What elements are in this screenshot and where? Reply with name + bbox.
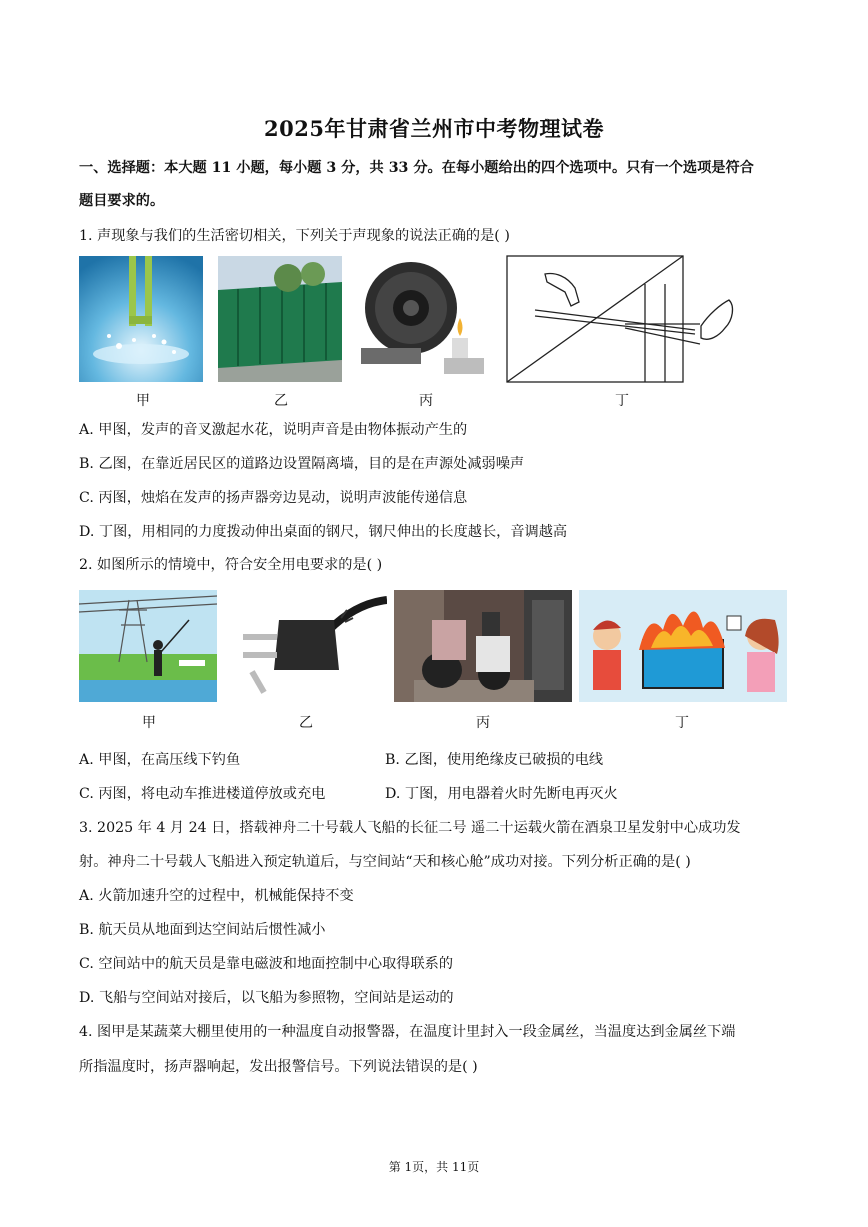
q3-stem-line-2: 射。神舟二十号载人飞船进入预定轨道后，与空间站“天和核心舱”成功对接。下列分析正确的是( ) [79,854,691,870]
q2-figure-fishing-power-line [79,590,217,702]
q1-option-a: A. 甲图，发声的音叉激起水花，说明声音是由物体振动产生的 [79,422,468,438]
q2-stem: 2. 如图所示的情境中，符合安全用电要求的是( ) [79,557,383,573]
q1-option-b: B. 乙图，在靠近居民区的道路边设置隔离墙，目的是在声源处减弱噪声 [79,456,525,472]
q3-option-d: D. 飞船与空间站对接后，以飞船为参照物，空间站是运动的 [79,990,454,1006]
q2-figure-plug [229,590,387,702]
page-title: 2025年甘肃省兰州市中考物理试卷 [264,116,604,141]
q2-figure-scooter-hallway [394,590,572,702]
q1-figure-noise-barrier [218,256,342,382]
q4-stem-line-2: 所指温度时，扬声器响起，发出报警信号。下列说法错误的是( ) [79,1059,478,1075]
q4-stem-line-1: 4. 图甲是某蔬菜大棚里使用的一种温度自动报警器，在温度计里封入一段金属丝，当温度达到金属丝下端 [79,1024,736,1040]
q3-option-b: B. 航天员从地面到达空间站后惯性减小 [79,922,326,938]
q1-caption-yi: 乙 [274,393,288,409]
q2-caption-bing: 丙 [476,715,490,731]
page-footer: 第 1页，共 11页 [388,1160,480,1174]
q1-figure-speaker-candle [356,256,490,382]
q2-option-c: C. 丙图，将电动车推进楼道停放或充电 [79,786,326,802]
q2-caption-yi: 乙 [299,715,313,731]
section-heading-line-1: 一、选择题：本大题 11 小题，每小题 3 分，共 33 分。在每小题给出的四个选项中。只有一个选项是符合 [79,160,754,176]
q1-caption-bing: 丙 [419,393,433,409]
q2-option-d: D. 丁图，用电器着火时先断电再灭火 [385,786,618,802]
q2-caption-jia: 甲 [142,715,156,731]
q2-option-b: B. 乙图，使用绝缘皮已破损的电线 [385,752,604,768]
q1-option-c: C. 丙图，烛焰在发声的扬声器旁边晃动，说明声波能传递信息 [79,490,468,506]
q2-caption-ding: 丁 [675,715,689,731]
q2-option-a: A. 甲图，在高压线下钓鱼 [79,752,241,768]
q1-caption-jia: 甲 [136,393,150,409]
q3-stem-line-1: 3. 2025 年 4 月 24 日，搭载神舟二十号载人飞船的长征二号 遥二十运载火箭在酒泉卫星发射中心成功发 [79,820,741,836]
q1-caption-ding: 丁 [615,393,629,409]
q1-option-d: D. 丁图，用相同的力度拨动伸出桌面的钢尺，钢尺伸出的长度越长，音调越高 [79,524,568,540]
q2-figure-appliance-fire [579,590,787,702]
section-heading-line-2: 题目要求的。 [79,193,165,209]
q1-figure-ruler-desk [505,254,741,384]
q3-option-a: A. 火箭加速升空的过程中，机械能保持不变 [79,888,354,904]
q3-option-c: C. 空间站中的航天员是靠电磁波和地面控制中心取得联系的 [79,956,454,972]
q1-stem: 1. 声现象与我们的生活密切相关，下列关于声现象的说法正确的是( ) [79,228,510,244]
q1-figure-tuning-fork [79,256,203,382]
